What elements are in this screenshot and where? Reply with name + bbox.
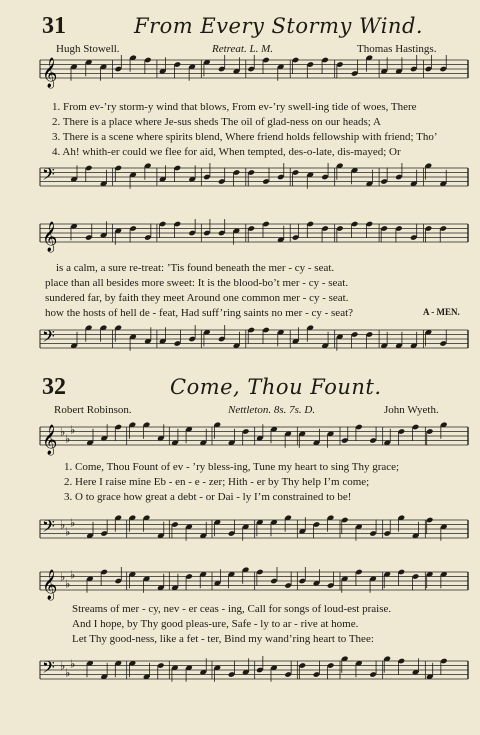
- lyric-line: how the hosts of hell de - feat, Had suff’ring saints no mer - cy - seat?: [45, 307, 354, 319]
- svg-text:𝄢: 𝄢: [42, 516, 55, 540]
- treble-staff: [0, 560, 480, 602]
- lyric-line: 3. There is a scene where spirits blend, Where friend holds fellowship with friend; Tho’: [52, 131, 438, 143]
- lyric-line: And I hope, by Thy good pleas-ure, Safe - ly to ar - rive at home.: [72, 618, 359, 630]
- hymn-title: Come, Thou Fount.: [170, 375, 382, 399]
- svg-text:♭: ♭: [70, 658, 76, 671]
- lyric-line: 3. O to grace how great a debt - or Dai - ly I’m constrained to be!: [64, 491, 352, 503]
- bass-staff: [0, 508, 480, 550]
- hymn-number: 31: [42, 13, 66, 39]
- svg-text:𝄞: 𝄞: [42, 570, 58, 600]
- svg-text:♭: ♭: [65, 578, 71, 591]
- svg-text:♭: ♭: [70, 424, 76, 437]
- svg-text:♭: ♭: [60, 660, 66, 673]
- svg-text:♭: ♭: [65, 667, 71, 680]
- svg-text:𝄢: 𝄢: [42, 657, 55, 681]
- lyric-line: sundered far, by faith they meet Around one common mer - cy - seat.: [45, 292, 349, 304]
- treble-staff: [0, 48, 480, 90]
- hymn-composer: Thomas Hastings.: [357, 43, 437, 55]
- hymn-title: From Every Stormy Wind.: [134, 14, 424, 38]
- svg-text:𝄞: 𝄞: [42, 58, 58, 88]
- hymn-author: Robert Robinson.: [54, 404, 132, 416]
- hymn-tune: Nettleton. 8s. 7s. D.: [228, 404, 316, 416]
- lyric-line: 4. Ah! whith-er could we flee for aid, When tempted, des-o-late, dis-mayed; Or: [52, 146, 401, 158]
- treble-staff: [0, 415, 480, 457]
- bass-staff: [0, 318, 480, 360]
- lyric-line: 2. There is a place where Je-sus sheds The oil of glad-ness on our heads; A: [52, 116, 381, 128]
- svg-text:𝄢: 𝄢: [42, 326, 55, 350]
- svg-text:𝄞: 𝄞: [42, 222, 58, 252]
- svg-text:𝄞: 𝄞: [42, 425, 58, 455]
- hymn-number: 32: [42, 374, 66, 400]
- lyric-line: Streams of mer - cy, nev - er ceas - ing, Call for songs of loud-est praise.: [72, 603, 392, 615]
- treble-staff: [0, 212, 480, 254]
- bass-staff: [0, 649, 480, 691]
- hymn-composer: John Wyeth.: [384, 404, 439, 416]
- svg-text:♭: ♭: [70, 569, 76, 582]
- svg-text:♭: ♭: [60, 426, 66, 439]
- lyric-line: 2. Here I raise mine Eb - en - e - zer; Hith - er by Thy help I’m come;: [64, 476, 370, 488]
- svg-text:𝄢: 𝄢: [42, 164, 55, 188]
- lyric-line: 1. Come, Thou Fount of ev - ’ry bless-ing, Tune my heart to sing Thy grace;: [64, 461, 400, 473]
- bass-staff: [0, 156, 480, 198]
- hymn-author: Hugh Stowell.: [56, 43, 120, 55]
- lyric-line: is a calm, a sure re-treat: ’Tis found beneath the mer - cy - seat.: [56, 262, 335, 274]
- svg-text:♭: ♭: [60, 519, 66, 532]
- lyric-line: 1. From ev-’ry storm-y wind that blows, From ev-’ry swell-ing tide of woes, There: [52, 101, 417, 113]
- svg-text:♭: ♭: [65, 433, 71, 446]
- svg-text:♭: ♭: [60, 571, 66, 584]
- svg-text:♭: ♭: [65, 526, 71, 539]
- amen-label: A - MEN.: [423, 307, 460, 317]
- lyric-line: place than all besides more sweet: It is the blood-bo’t mer - cy - seat.: [45, 277, 349, 289]
- lyric-line: Let Thy good-ness, like a fet - ter, Bind my wand’ring heart to Thee:: [72, 633, 374, 645]
- svg-text:♭: ♭: [70, 517, 76, 530]
- hymn-tune: Retreat. L. M.: [212, 43, 273, 55]
